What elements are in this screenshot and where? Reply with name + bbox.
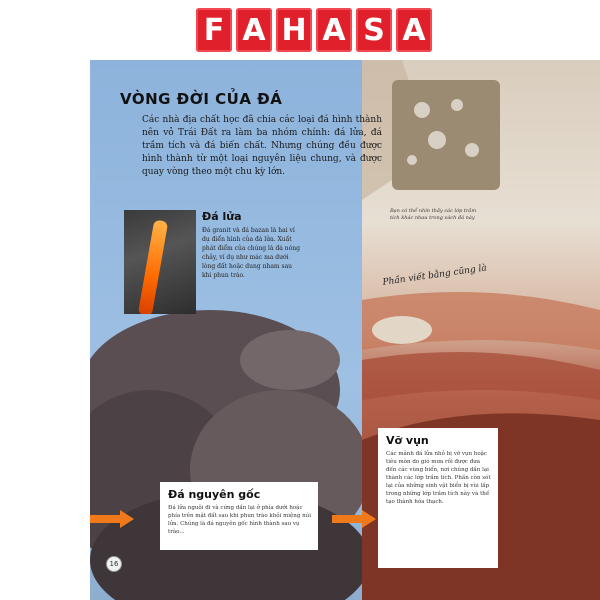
- page-title: VÒNG ĐỜI CỦA ĐÁ: [120, 90, 283, 108]
- origin-text: Đá lửa nguội đi và cứng dần lại ở phía dưới hoặc phía trên mặt đất sau khi phun trào khỏi miệng núi lửa. Chúng là đá nguyên gốc hình thành sau vụ trào...: [168, 505, 311, 535]
- fahasa-logo[interactable]: [196, 8, 432, 52]
- arrow-right-icon: [332, 510, 376, 528]
- fossil-caption: Bạn có thể nhìn thấy các lớp trầm tích khác nhau trong vách đá này: [390, 208, 477, 221]
- logo-letter: H: [276, 8, 312, 52]
- rock-formation-photo: [90, 300, 362, 600]
- logo-letter: S: [356, 8, 392, 52]
- intro-paragraph: Các nhà địa chất học đã chia các loại đá hình thành nên vỏ Trái Đất ra làm ba nhóm chính: đá lửa, đá trầm tích và đá biến chất. Nhưng chúng đều được hình thành từ một loại nguyên liệu chung, và được quay vòng theo một chu kỳ lớn.: [142, 115, 382, 177]
- arrow-right-icon: [90, 510, 134, 528]
- lava-text: Đá granit và đá bazan là hai ví dụ điển hình của đá lửa. Xuất phát điểm của chúng là đá nóng chảy, ví dụ như mác ma dưới lòng đất hoặc dung nham sau khi phun trào.: [202, 227, 300, 279]
- logo-letter: A: [396, 8, 432, 52]
- lava-photo: [124, 210, 196, 314]
- origin-box: [160, 482, 318, 550]
- logo-letter: A: [236, 8, 272, 52]
- lava-heading: Đá lửa: [202, 210, 242, 223]
- lava-flow-graphic: [138, 220, 168, 314]
- logo-letter: A: [316, 8, 352, 52]
- handwritten-note: Phần viết bằng cũng là: [382, 263, 488, 288]
- origin-heading: Đá nguyên gốc: [168, 488, 261, 501]
- logo-letter: F: [196, 8, 232, 52]
- fragments-box: [378, 428, 498, 568]
- fragments-heading: Vỡ vụn: [386, 434, 429, 447]
- fragments-text: Các mảnh đá lửa nhỏ bị vỡ vụn hoặc tiêu mòn do gió mưa rồi được đưa đến các vùng biển, nơi chúng dần lại thành các lớp trầm tích. Phần còn sót lại của những sinh vật biển bị vùi lấp trong những lớp trầm tích này và thế tạo thành hóa thạch.: [386, 451, 491, 505]
- rocks-illustration: [90, 300, 362, 600]
- page-number: 16: [106, 556, 122, 572]
- book-page: [90, 60, 600, 600]
